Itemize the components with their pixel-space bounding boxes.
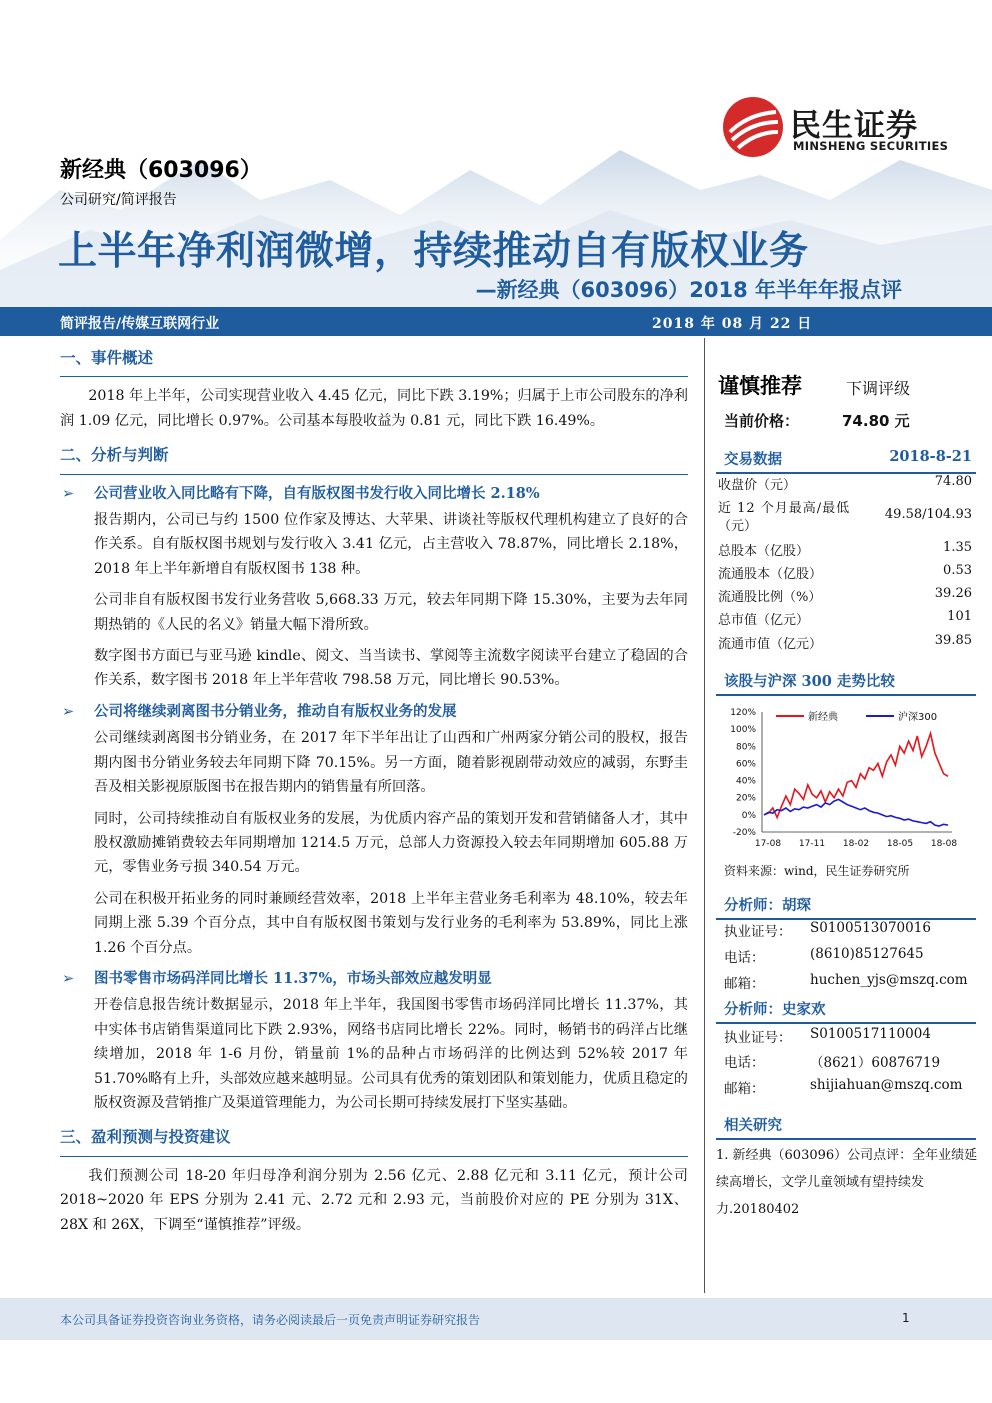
arrow-bullet-icon: ➢ bbox=[62, 703, 75, 720]
paragraph: 数字图书方面已与亚马逊 kindle、阅文、当当读书、掌阅等主流数字阅读平台建立了稳固的合作关系，数字图书 2018 年上半年营收 798.58 万元，同比增长 90.53%。 bbox=[94, 648, 688, 689]
analyst1-phone: 电话： (8610)85127645 bbox=[724, 946, 924, 966]
paragraph: 报告期内，公司已与约 1500 位作家及博达、大苹果、讲谈社等版权代理机构建立了良好的合作关系。自有版权图书规划与发行收入 3.41 亿元，占主营收入 78.87%，同比增长 2.18%，2018 年上半年新增自有版权图书 138 种。 bbox=[94, 512, 688, 577]
bullet-heading: ➢ 公司将继续剥离图书分销业务，推动自有版权业务的发展 bbox=[60, 700, 688, 724]
analyst2-phone: 电话： （8621）60876719 bbox=[724, 1055, 941, 1071]
rating-change: 下调评级 bbox=[846, 379, 911, 398]
arrow-bullet-icon: ➢ bbox=[62, 970, 75, 987]
page-number: 1 bbox=[902, 1311, 910, 1325]
category-label: 简评报告/传媒互联网行业 bbox=[60, 316, 220, 332]
paragraph: 开卷信息报告统计数据显示，2018 年上半年，我国图书零售市场码洋同比增长 11.37%，其中实体书店销售渠道同比下跌 2.93%，网络书店同比增长 22%。同时，畅销书的码洋占比继续增加，2018 年 1-6 月份，销量前 1%的品种占市场码洋的比例达到 52%较 2017 年 51.70%略有上升，头部效应越来越明显。公司具有优秀的策划团队和策划能力，优质且稳定的版权资源及营销推广及渠道管理能力，为公司长期可持续发展打下坚实基础。 bbox=[94, 997, 688, 1111]
category-bar bbox=[0, 307, 992, 336]
arrow-bullet-icon: ➢ bbox=[62, 485, 75, 502]
chart-header: 该股与沪深 300 走势比较 bbox=[716, 670, 976, 696]
y-tick-label: 0% bbox=[741, 810, 756, 821]
analyst2-header: 分析师：史家欢 bbox=[716, 998, 976, 1024]
bullet-heading: ➢ 图书零售市场码洋同比增长 11.37%，市场头部效应越发明显 bbox=[60, 967, 688, 991]
x-tick-label: 17-11 bbox=[798, 839, 826, 849]
subheadline: —新经典（603096）2018 年半年年报点评 bbox=[475, 278, 902, 302]
y-tick-label: 60% bbox=[735, 759, 756, 770]
trade-data-header: 交易数据 2018-8-21 bbox=[716, 448, 976, 474]
analyst1-license: 执业证号： S0100513070016 bbox=[724, 920, 931, 940]
x-tick-label: 18-05 bbox=[886, 839, 914, 849]
rating: 谨慎推荐 bbox=[718, 374, 802, 398]
series-line-1 bbox=[764, 733, 948, 817]
main-content bbox=[60, 346, 688, 1244]
section-rule bbox=[60, 376, 688, 377]
section-title-3: 三、盈利预测与投资建议 bbox=[60, 1127, 231, 1147]
company-title: 新经典（603096） bbox=[60, 158, 262, 183]
section-rule bbox=[60, 474, 688, 475]
related-header: 相关研究 bbox=[716, 1114, 976, 1140]
footer-disclaimer: 本公司具备证券投资咨询业务资格，请务必阅读最后一页免责声明证券研究报告 bbox=[60, 1313, 481, 1327]
y-tick-label: -20% bbox=[732, 828, 756, 838]
x-tick-label: 17-08 bbox=[754, 839, 782, 849]
report-date: 2018 年 08 月 22 日 bbox=[652, 316, 813, 332]
analyst2-email: 邮箱： shijiahuan@mszq.com bbox=[724, 1077, 963, 1097]
headline: 上半年净利润微增，持续推动自有版权业务 bbox=[58, 229, 809, 274]
stock-chart bbox=[716, 702, 976, 852]
analyst2-license: 执业证号： S0100517110004 bbox=[724, 1026, 931, 1046]
sidebar: 谨慎推荐 下调评级 当前价格： 74.80 元 交易数据 2018-8-21 收盘价（元） 74.80 近 12 个月最高/最低 （元） 49.58/104.93 总股本（亿股） 1.35 流通股本（亿股） 0.53 流通股比例（%） 39.26 总市值（亿元） 101 流通市值（亿元） 39.85 该股与沪深 300 走势比较 120% 100% 80% 60% 40% 20% 0% -20% 17-08 17-11 18-02 18-05 18-08 新经典 沪深300 资料来源：wind，民生证券研究所 分析师：胡琛 执业证号： S0100513070016 电话： (8610)85127645 邮箱： huchen_yjs@mszq.com 分析师：史家欢 执业证号： S0100517110004 电话： （8621）60876719 邮箱： shijiahuan@mszq.com 相关研究 1. 新经典（603096）公司点评：全年业绩延续高增长，文学儿童领域有望持续发力.20180402 bbox=[716, 350, 976, 1250]
paragraph: 同时，公司持续推动自有版权业务的发展，为优质内容产品的策划开发和营销储备人才，其中股权激励摊销费较去年同期增加 1214.5 万元，总部人力资源投入较去年同期增加 605.88 万元，零售业务亏损 340.54 万元。 bbox=[94, 810, 688, 876]
brand-name-cn: 民生证券 bbox=[790, 108, 918, 144]
y-tick-label: 120% bbox=[730, 708, 756, 718]
y-tick-label: 40% bbox=[735, 776, 756, 787]
footer bbox=[0, 1298, 992, 1340]
trade-date: 2018-8-21 bbox=[889, 448, 972, 465]
paragraph: 公司继续剥离图书分销业务，在 2017 年下半年出让了山西和广州两家分销公司的股权，报告期内图书分销业务较去年同期下降 70.15%。另一方面，随着影视剧带动效应的减弱，东野圭吾及相关影视原版图书在报告期内的销售量有所回落。 bbox=[94, 730, 688, 796]
paragraph: 我们预测公司 18-20 年归母净利润分别为 2.56 亿元、2.88 亿元和 3.11 亿元，预计公司 2018~2020 年 EPS 分别为 2.41 元、2.72 元和 2.93 元，当前股价对应的 PE 分别为 31X、28X 和 26X，下调至“谨慎推荐”评级。 bbox=[60, 1167, 688, 1233]
report-type: 公司研究/简评报告 bbox=[60, 192, 177, 208]
section-title-2: 二、分析与判断 bbox=[60, 445, 169, 465]
paragraph: 公司非自有版权图书发行业务营收 5,668.33 万元，较去年同期下降 15.30%，主要为去年同期热销的《人民的名义》销量大幅下滑所致。 bbox=[94, 592, 688, 633]
column-divider bbox=[704, 338, 705, 1293]
y-tick-label: 100% bbox=[730, 725, 756, 736]
legend-label: 沪深300 bbox=[898, 712, 938, 723]
brand-name-en: MINSHENG SECURITIES bbox=[793, 139, 949, 153]
chart-source: 资料来源：wind，民生证券研究所 bbox=[724, 864, 910, 878]
x-tick-label: 18-02 bbox=[842, 839, 870, 849]
paragraph: 公司在积极开拓业务的同时兼顾经营效率，2018 上半年主营业务毛利率为 48.10%，较去年同期上涨 5.39 个百分点，其中自有版权图书策划与发行业务的毛利率为 53.89%，同比上涨 1.26 个百分点。 bbox=[94, 890, 688, 956]
bullet-heading: ➢ 公司营业收入同比略有下降，自有版权图书发行收入同比增长 2.18% bbox=[60, 482, 688, 506]
paragraph: 2018 年上半年，公司实现营业收入 4.45 亿元，同比下跌 3.19%；归属于上市公司股东的净利润 1.09 亿元，同比增长 0.97%。公司基本每股收益为 0.81 元，同比下跌 16.49%。 bbox=[60, 388, 688, 429]
section-rule bbox=[60, 1156, 688, 1157]
x-tick-label: 18-08 bbox=[930, 839, 958, 849]
price-label: 当前价格： bbox=[724, 412, 800, 430]
price-value: 74.80 元 bbox=[842, 412, 910, 430]
minsheng-logo-icon bbox=[722, 96, 784, 158]
trade-row: 近 12 个月最高/最低 （元） 49.58/104.93 bbox=[718, 501, 972, 534]
analyst1-email: 邮箱： huchen_yjs@mszq.com bbox=[724, 972, 968, 992]
y-tick-label: 80% bbox=[735, 742, 756, 753]
related-item: 1. 新经典（603096）公司点评：全年业绩延续高增长，文学儿童领域有望持续发力.20180402 bbox=[716, 1148, 978, 1217]
section-title-1: 一、事件概述 bbox=[60, 348, 154, 367]
y-tick-label: 20% bbox=[735, 793, 756, 804]
analyst1-header: 分析师：胡琛 bbox=[716, 894, 976, 920]
series-line-2 bbox=[764, 799, 948, 826]
legend-label: 新经典 bbox=[808, 712, 838, 723]
